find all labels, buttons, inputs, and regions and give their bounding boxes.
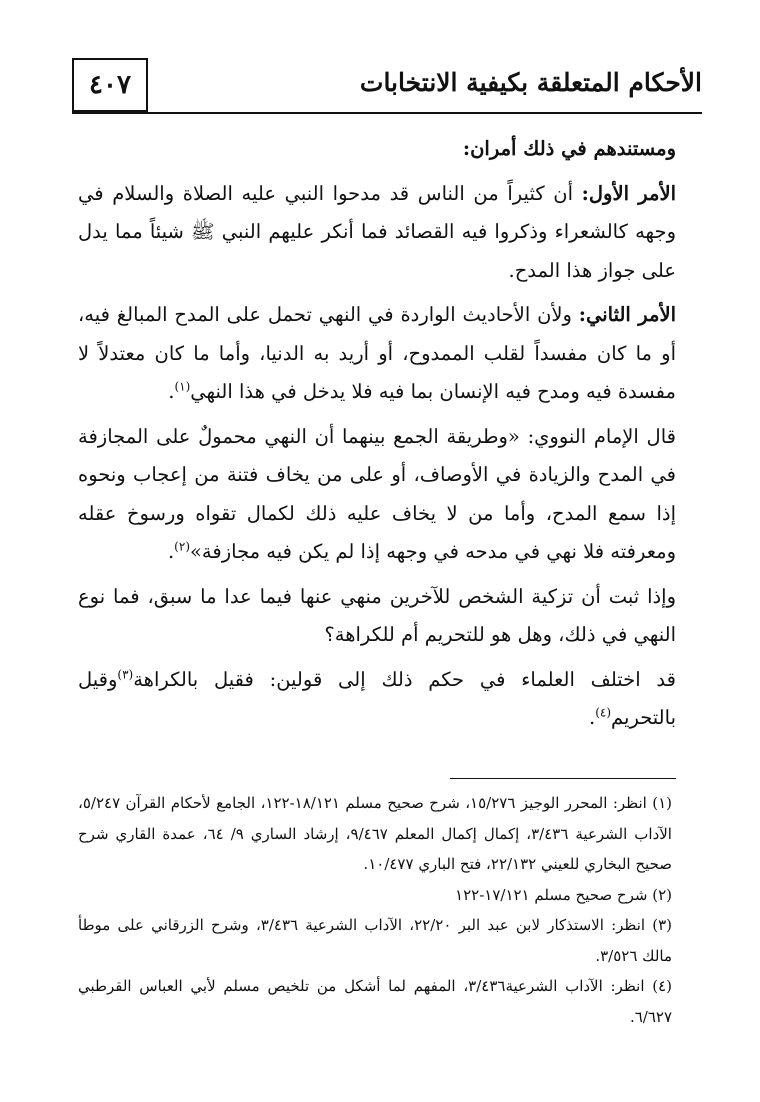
footnote-1: (١) انظر: المحرر الوجيز ١٥/٢٧٦، شرح صحيح مسلم ١٨/١٢١-١٢٢، الجامع لأحكام القرآن ٥/٢٤٧، الآداب الشرعية ٣/٤٣٦، إكمال إكمال المعلم ٩/٤٦٧، إرشاد الساري ٩/ ٦٤، عمدة القاري شرح صحيح البخاري للعيني ٢٢/١٣٢، فتح الباري ١٠/٤٧٧. bbox=[78, 794, 672, 873]
footnote-3: (٣) انظر: الاستذكار لابن عبد البر ٢٢/٢٠، الآداب الشرعية ٣/٤٣٦، وشرح الزرقاني على موطأ مالك ٣/٥٢٦. bbox=[78, 916, 673, 965]
views-text-a: قد اختلف العلماء في حكم ذلك إلى قولين: فقيل بالكراهة bbox=[133, 667, 676, 691]
nawawi-quote-end: . bbox=[167, 540, 175, 563]
footnotes bbox=[78, 788, 676, 1032]
paragraph-first-matter bbox=[78, 175, 676, 291]
footnote-ref-3[interactable]: (٣) bbox=[117, 667, 134, 681]
views-text-b: وقيل بالتحريم bbox=[78, 667, 676, 729]
footnote-4: (٤) انظر: الآداب الشرعية٣/٤٣٦، المفهم لما أشكل من تلخيص مسلم لأبي العباس القرطبي ٦/٦٢٧. bbox=[78, 977, 672, 1026]
second-matter-text: ولأن الأحاديث الواردة في النهي تحمل على المدح المبالغ فيه، أو ما كان مفسداً لقلب الممدوح، أو أريد به الدنيا، وأما ما كان معتدلاً لا مفسدة فيه ومدح فيه الإنسان بما فيه فلا يدخل في هذا النهي bbox=[78, 303, 676, 403]
first-matter-label: الأمر الأول: bbox=[581, 181, 676, 205]
footnote-ref-1[interactable]: (١) bbox=[174, 379, 191, 394]
paragraph-second-matter bbox=[78, 296, 676, 412]
running-title: الأحكام المتعلقة بكيفية الانتخابات bbox=[359, 68, 702, 97]
footnote-2: (٢) شرح صحيح مسلم ١٧/١٢١-١٢٢ bbox=[455, 885, 672, 904]
page-number: ٤٠٧ bbox=[72, 58, 148, 112]
footnote-ref-4[interactable]: (٤) bbox=[595, 705, 612, 720]
nawawi-quote-text: قال الإمام النووي: «وطريقة الجمع بينهما أن النهي محمولٌ على المجازفة في المدح والزيادة في الأوصاف، أو على من يخاف فتنة من إعجاب ونحوه إذا سمع المدح، وأما من لا يخاف عليه ذلك لكمال تقواه ورسوخ عقله ومعرفته فلا نهي في مدحه في وجهه إذا لم يكن فيه مجازفة» bbox=[78, 424, 676, 563]
footnote-ref-2[interactable]: (٢) bbox=[174, 539, 190, 554]
page-header bbox=[72, 58, 702, 114]
views-end: . bbox=[589, 706, 596, 729]
intro-line: ومستندهم في ذلك أمران: bbox=[462, 137, 676, 160]
paragraph-scholars-views bbox=[78, 661, 676, 738]
footnote-separator bbox=[450, 778, 676, 779]
main-text bbox=[78, 130, 676, 744]
paragraph-nawawi-quote bbox=[78, 418, 676, 572]
header-rule bbox=[72, 112, 702, 114]
second-matter-end: . bbox=[168, 380, 175, 403]
first-matter-text: أن كثيراً من الناس قد مدحوا النبي عليه الصلاة والسلام في وجهه كالشعراء وذكروا فيه القصائد فما أنكر عليهم النبي ﷺ شيئاً مما يدل على جواز هذا المدح. bbox=[78, 181, 676, 282]
second-matter-label: الأمر الثاني: bbox=[578, 303, 676, 326]
paragraph-question: وإذا ثبت أن تزكية الشخص للآخرين منهي عنها فيما عدا ما سبق، فما نوع النهي في ذلك، وهل هو للتحريم أم للكراهة؟ bbox=[78, 584, 676, 646]
